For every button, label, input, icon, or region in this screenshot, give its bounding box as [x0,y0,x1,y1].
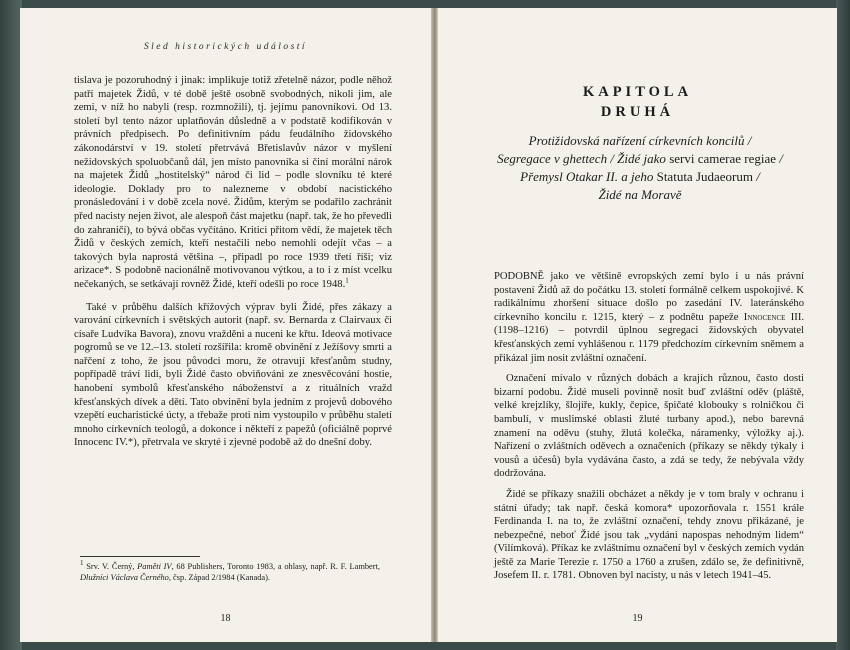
footnote-text-c: , čsp. Západ 2/1984 (Kanada). [168,573,271,582]
chapter-heading [438,82,837,122]
page-number-right: 19 [632,613,643,624]
right-paragraph-3: Židé se příkazy snažili obcházet a někdy je v tom braly v ochranu i státní úřady; tak např. česká komora* upozorňovala r. 1551 krále Ferdinanda I. na to, že zvláštní označení, tehdy znovu přikázané, je nebezpečné, neboť Židé jsou tak „vydáni napospas nehodným lidem“ (Vilímková). Příkaz ke zvláštnímu označení byl v českých zemích vydán ještě za Marie Terezie r. 1750 a 1760 a zrušen, zdálo se, že definitivně, Josefem II. r. 1781. Obnoven byl nacisty, u nás v letech 1941–45. [494,488,804,582]
left-paragraph-2: Také v průběhu dalších křížových výprav byli Židé, přes zákazy a varování církevních i světských autorit (např. sv. Bernarda z Clairvaux či císaře Ludvíka Bavora), znovu vražděni a nuceni ke křtu. Ideová motivace pogromů se ve 12.–13. století rozšířila: kromě obvinění z Ježíšovy smrti a nařčení z toho, že jsou původci moru, že otravují křesťanům studny, popřípadě tráví lidi, byli Židé často obviňováni ze znesvěcování hostie, hanobení symbolů křesťanského náboženství a z rituálních vražd křesťanských dívek a dětí. Tato obvinění byla jedním z projevů dobového vzepětí eucharistické úcty, a třebaže proti nim vystoupilo v průběhu staletí mnoho církevních teologů, a dokonce i někteří z papežů (oficiálně poprvé Innocenc IV.*), přetrvala ve skryté i zjevné podobě až do dnešní doby. [74,301,392,449]
footnote-title-1: Paměti IV [137,562,172,571]
right-paragraph-2: Označení mívalo v různých dobách a krajích různou, často dosti bizarní podobu. Židé museli povinně nosit buď zvláštní oděv (pláště, velké krejzlíky, šlojíře, kukly, čepice, špičaté klobouky s rolničkou či bambulí, v muslimské oblasti žluté turbany apod.), nebo barevná znamení na oděvu (stuhy, žlutá kolečka, náramenky, výložky aj.). Nařízení o zvláštních oděvech a označeních (příkazy se někdy týkaly i vousů a účesů) byla vydávána často, a zdá se tedy, že nebývala vždy dodržována. [494,373,804,480]
footnote-title-2: Dlužníci Václava Černého [80,573,169,582]
chapter-subtitle-line-1: Protižidovská nařízení církevních koncilů / [528,133,752,148]
subtitle-2c: / [779,151,783,166]
footnote-text-b: , 68 Publishers, Toronto 1983, a ohlasy, např. R. F. Lambert, [171,562,380,571]
chapter-subtitle-line-4: Židé na Moravě [598,187,682,202]
paragraph-lead-word: PODOBNĚ [494,271,545,282]
right-body-text [494,270,804,583]
left-body-text [74,74,392,450]
left-page [20,8,432,642]
right-paragraph-1 [494,270,804,365]
running-head: Sled historických událostí [143,42,308,52]
footnote-number: 1 [80,559,84,568]
right-paragraph-1-a: jako ve většině evropských zemí bylo i u nás právní postavení Židů až do počátku 13. století formálně celkem uspokojivé. K radikálnímu zhoršení situace došlo po zasedání IV. lateránského církevního koncilu r. 1215, který – z podnětu papeže [494,271,804,323]
right-paragraph-1-b: III. (1198–1216) – potvrdil úplnou segregaci židovských obyvatel křesťanských zemí vyhlášenou r. 1179 předchozím církevním sněmem a přikázal jim nosit zvláštní označení. [494,311,805,364]
chapter-heading-line-1: KAPITOLA [582,84,693,100]
scan-edge-right [836,0,850,650]
subtitle-3a: Přemysl Otakar II. a jeho [520,169,654,184]
page-number-left: 18 [220,613,231,624]
pope-name: Innocence [743,311,786,323]
subtitle-3c: / [756,169,760,184]
subtitle-3b: Statuta Judaeorum [653,169,757,184]
left-paragraph-1 [74,74,392,292]
subtitle-2a: Segregace v ghettech / Židé jako [497,151,666,166]
left-paragraph-1-text: tislava je pozoruhodný i jinak: implikuje totiž zřetelně názor, podle něhož patří majetek Židů, v té době ještě osobně svobodných, nikoli jim, ale zemi, v níž ho nabyli (resp. rozmnožili), tj. jejímu panovníkovi. Od 13. století byl tento názor uplatňován důsledně a v podstatě kodifikován v právních předpisech. Po definitivním pádu feudálního židovského zákonodárství v 19. století přetrvává Břetislavův názor v myšlení nežidovských spoluobčanů dál, jen místo panovníka si činí morální nárok na majetek Židů „hostitelský“ národ či lid – podle slovníku té které ideologie. Doklady pro to nalezneme v období nacistického pronásledování i v době zcela nové. Židům, kterým se podařilo zachránit před nacisty nejen život, ale alespoň část majetku (např. tak, že ho převedli do zahraničí), to bývá občas vyčítáno. Kritici přitom vědí, že majetek těch Židů v českých zemích, kteří nestačili nebo nemohli odejít včas – a takových byla naprostá většina –, připadl po roce 1939 třetí říši; viz arizace*. S podobně nacionálně motivovanou výtkou, a to i z míst vcelku nečekaných, se setkávají rovněž Židé, kteří odešli po roce 1948. [74,75,392,290]
footnote-reference: 1 [345,276,349,285]
chapter-subtitle-line-3 [482,168,798,186]
scan-edge-left [0,0,22,650]
subtitle-2b: servi camerae regiae [665,151,780,166]
footnote-rule [80,556,200,557]
chapter-heading-line-2: DRUHÁ [600,104,675,120]
right-page [437,8,837,642]
footnote-text-a: Srv. V. Černý, [83,562,138,571]
chapter-subtitle-line-2 [482,150,798,168]
chapter-subtitle [482,132,798,204]
footnote [80,561,380,583]
